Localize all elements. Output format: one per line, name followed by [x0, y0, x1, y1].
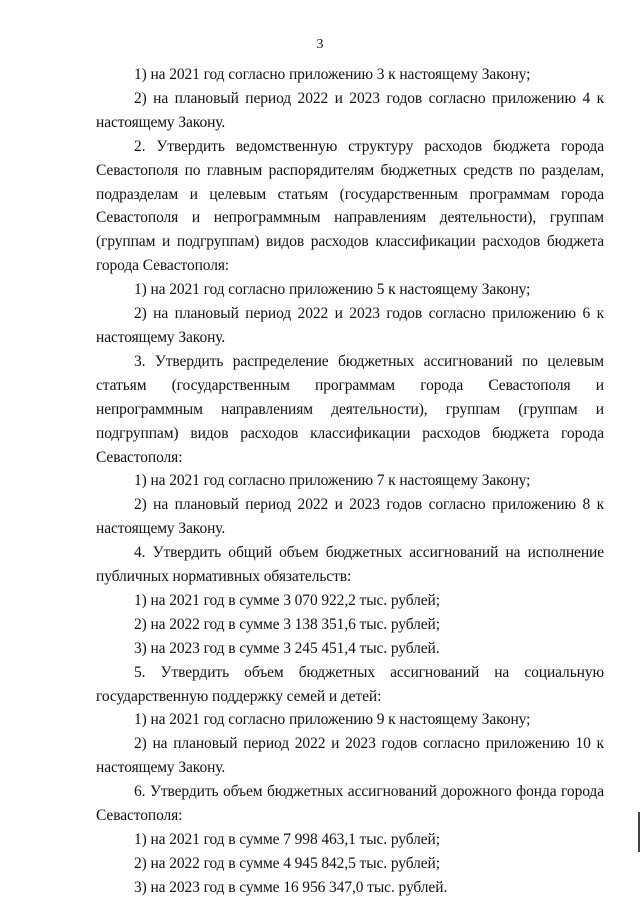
paragraph: 1) на 2021 год согласно приложению 5 к настоящему Закону;: [134, 281, 531, 299]
paragraph: 2) на 2022 год в сумме 3 138 351,6 тыс. рублей;: [134, 615, 440, 633]
paragraph: 3) на 2023 год в сумме 3 245 451,4 тыс. рублей.: [134, 639, 440, 657]
paragraph: 5. Утвердить объем бюджетных ассигнований на социальную государственную поддержку семей и детей:: [96, 663, 604, 705]
paragraph: 2) на плановый период 2022 и 2023 годов согласно приложению 6 к настоящему Закону.: [96, 305, 604, 346]
paragraph: 1) на 2021 год в сумме 7 998 463,1 тыс. рублей;: [134, 831, 440, 848]
paragraph: 6. Утвердить объем бюджетных ассигнований дорожного фонда города Севастополя:: [96, 783, 604, 825]
document-body: [96, 63, 604, 900]
paragraph: 2) на 2022 год в сумме 4 945 842,5 тыс. рублей;: [134, 854, 440, 872]
paragraph: 2) на плановый период 2022 и 2023 годов согласно приложению 4 к настоящему Закону.: [96, 89, 604, 131]
paragraph: 1) на 2021 год в сумме 3 070 922,2 тыс. рублей;: [134, 591, 440, 609]
paragraph: 2) на плановый период 2022 и 2023 годов согласно приложению 10 к настоящему Закону.: [96, 735, 604, 777]
paragraph: 2. Утвердить ведомственную структуру расходов бюджета города Севастополя по главным распорядителям бюджетных средств по разделам, подразделам и целевым статьям (государственным программам города Севастополя и непрограммным направлениям деятельности), группам (группам и подгруппам) видов расходов классификации расходов бюджета города Севастополя:: [96, 137, 604, 275]
paragraph: 1) на 2021 год согласно приложению 9 к настоящему Закону;: [134, 711, 531, 729]
page-number: 3: [316, 37, 324, 52]
paragraph: 2) на плановый период 2022 и 2023 годов согласно приложению 8 к настоящему Закону.: [96, 496, 604, 538]
paragraph: 1) на 2021 год согласно приложению 3 к настоящему Закону;: [134, 66, 531, 83]
paragraph: 3) на 2023 год в сумме 16 956 347,0 тыс. рублей.: [134, 878, 448, 896]
paragraph: 3. Утвердить распределение бюджетных ассигнований по целевым статьям (государственным программам города Севастополя и непрограммным направлениям деятельности), группам (группам и подгруппам) видов расходов классификации расходов бюджета города Севастополя:: [96, 352, 604, 466]
paragraph: 4. Утвердить общий объем бюджетных ассигнований на исполнение публичных нормативных обязательств:: [96, 544, 604, 586]
paragraph: 1) на 2021 год согласно приложению 7 к настоящему Закону;: [134, 472, 531, 490]
